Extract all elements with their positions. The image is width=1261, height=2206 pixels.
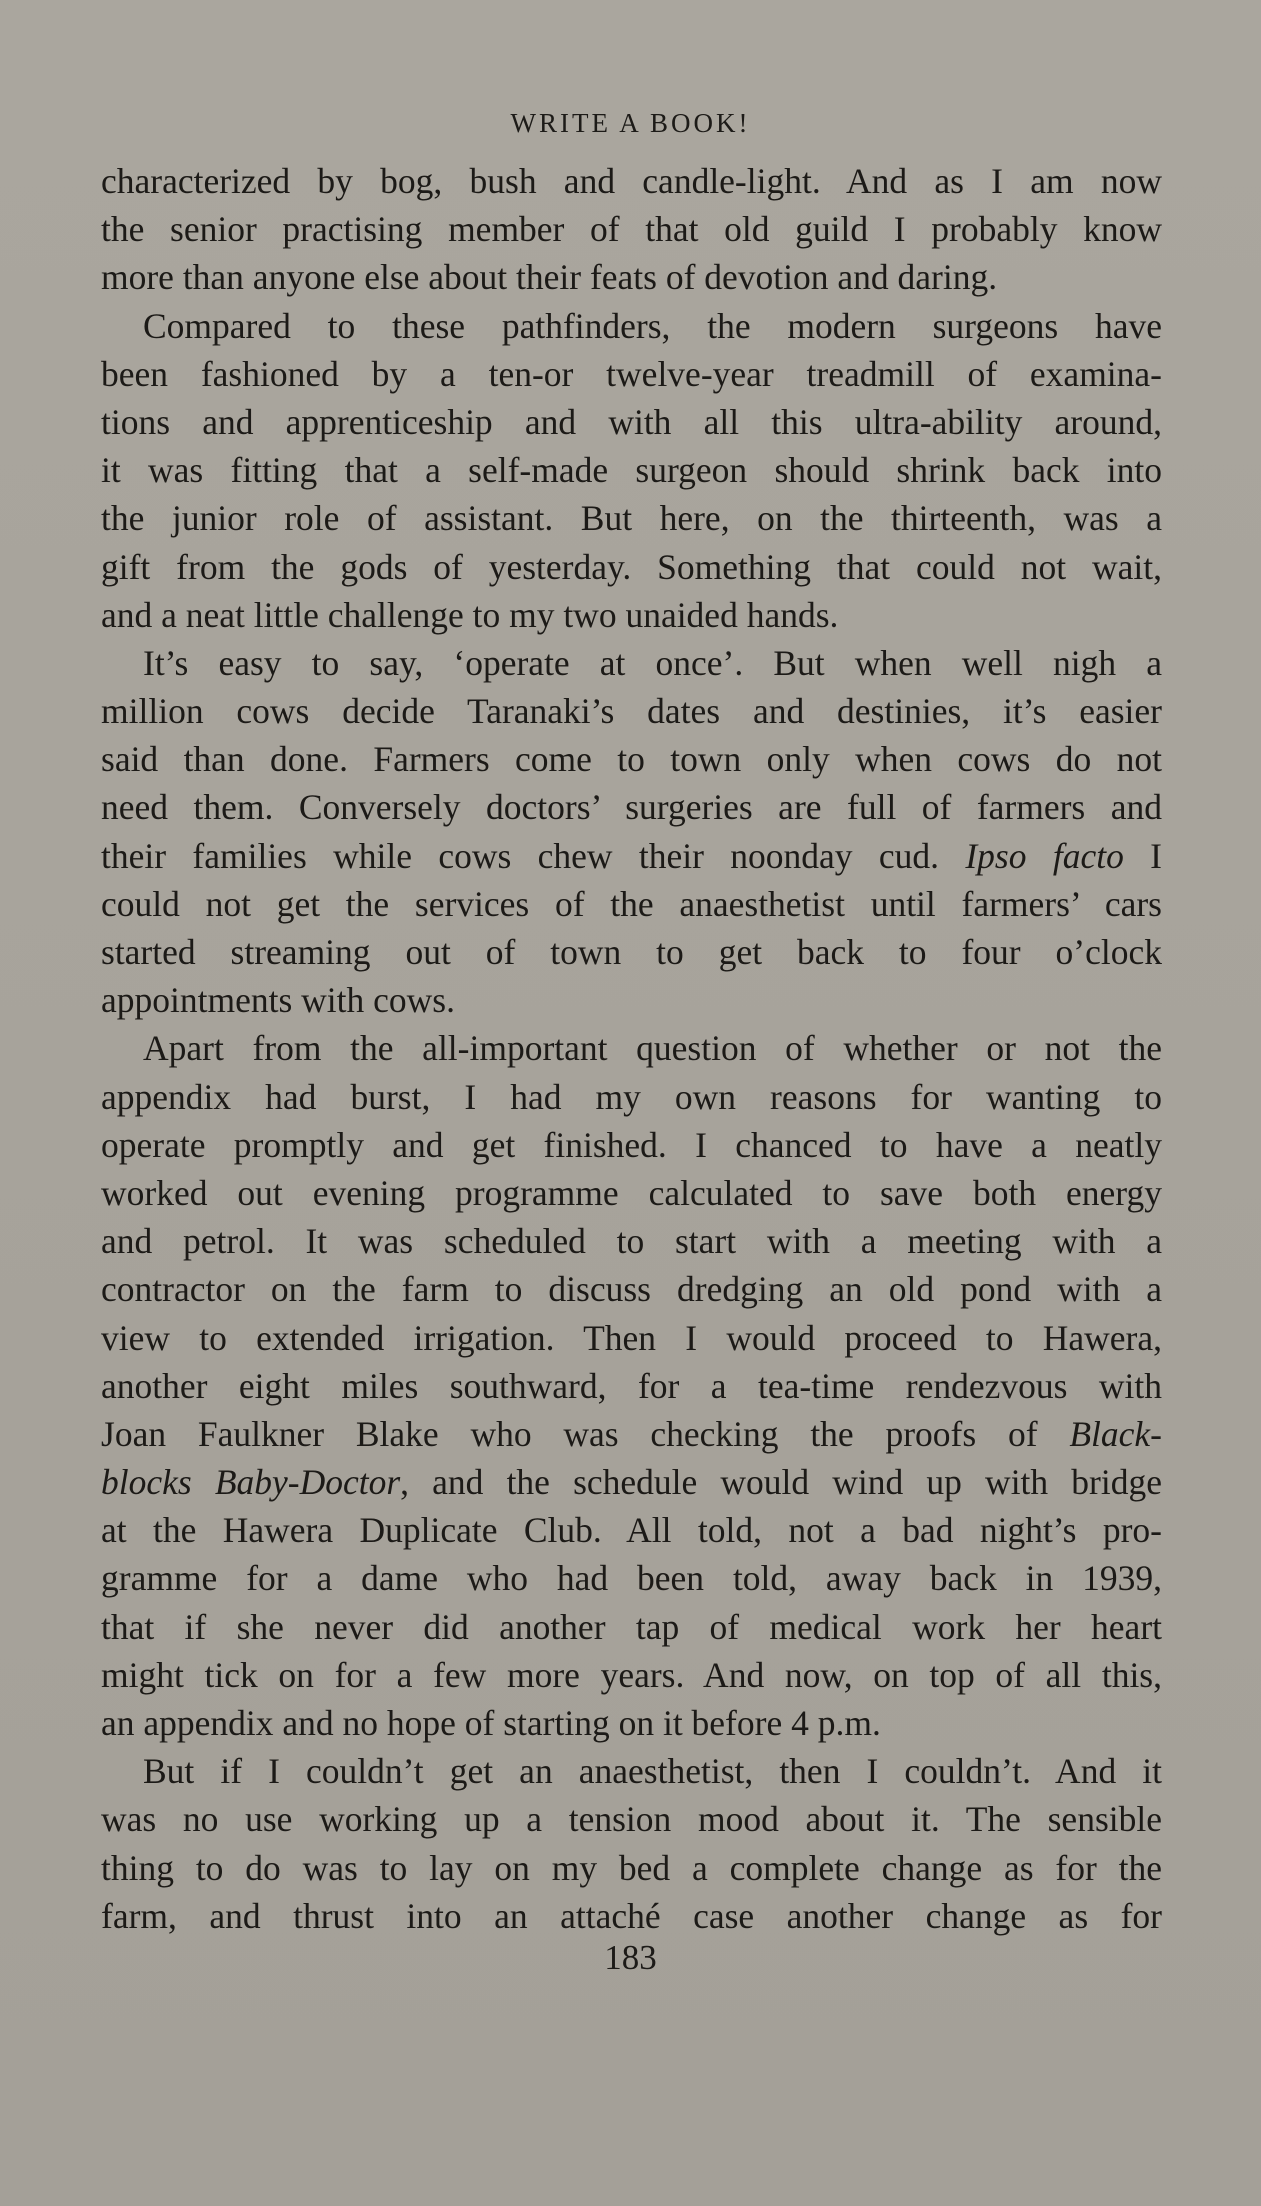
text-line: appendix had burst, I had my own reasons for wanting to	[101, 1076, 1162, 1117]
text-line: appointments with cows.	[101, 980, 455, 1021]
text-line: more than anyone else about their feats of devotion and daring.	[101, 257, 998, 298]
text-line	[101, 1458, 1162, 1506]
page-number: 183	[604, 1938, 657, 1977]
italic-phrase: Black-	[1069, 1413, 1162, 1454]
text-line: gramme for a dame who had been told, away back in 1939,	[101, 1558, 1162, 1599]
text-line: Compared to these pathfinders, the modern surgeons have	[143, 305, 1162, 346]
text-run: I	[1123, 835, 1162, 876]
text-line: and a neat little challenge to my two unaided hands.	[101, 594, 839, 635]
text-line: might tick on for a few more years. And now, on top of all this,	[101, 1654, 1162, 1695]
text-line: But if I couldn’t get an anaesthetist, then I couldn’t. And it	[143, 1751, 1162, 1792]
text-line: Apart from the all-important question of whether or not the	[143, 1028, 1162, 1069]
text-line: thing to do was to lay on my bed a complete change as for the	[101, 1847, 1162, 1888]
body-text	[101, 157, 1162, 1940]
text-line	[101, 832, 1162, 880]
text-line: farm, and thrust into an attaché case another change as for	[101, 1895, 1162, 1936]
text-line: an appendix and no hope of starting on it before 4 p.m.	[101, 1703, 881, 1743]
text-line	[101, 1410, 1162, 1458]
text-line: the senior practising member of that old guild I probably know	[101, 209, 1162, 250]
italic-phrase: blocks Baby-Doctor	[101, 1462, 401, 1503]
text-line: It’s easy to say, ‘operate at once’. But when well nigh a	[143, 642, 1162, 683]
text-line: it was fitting that a self-made surgeon should shrink back into	[101, 450, 1162, 491]
running-head: WRITE A BOOK!	[510, 108, 751, 138]
text-line: another eight miles southward, for a tea-time rendezvous with	[101, 1365, 1162, 1406]
text-run: their families while cows chew their noonday cud.	[101, 835, 966, 876]
text-run: Joan Faulkner Blake who was checking the proofs of	[101, 1413, 1070, 1454]
text-line: said than done. Farmers come to town only when cows do not	[101, 739, 1162, 780]
text-line: characterized by bog, bush and candle-light. And as I am now	[101, 161, 1162, 201]
text-line: gift from the gods of yesterday. Something that could not wait,	[101, 546, 1162, 587]
text-line: that if she never did another tap of medical work her heart	[101, 1606, 1162, 1647]
text-line: started streaming out of town to get back to four o’clock	[101, 932, 1162, 972]
text-line: could not get the services of the anaesthetist until farmers’ cars	[101, 883, 1162, 924]
text-line: need them. Conversely doctors’ surgeries are full of farmers and	[101, 787, 1162, 828]
text-line: worked out evening programme calculated to save both energy	[101, 1172, 1162, 1213]
text-line: was no use working up a tension mood about it. The sensible	[101, 1799, 1162, 1840]
text-line: been fashioned by a ten-or twelve-year treadmill of examina-	[101, 353, 1162, 394]
text-line: contractor on the farm to discuss dredging an old pond with a	[101, 1269, 1162, 1310]
text-line: million cows decide Taranaki’s dates and destinies, it’s easier	[101, 691, 1162, 732]
text-line: at the Hawera Duplicate Club. All told, not a bad night’s pro-	[101, 1510, 1162, 1551]
text-run: , and the schedule would wind up with bridge	[400, 1462, 1162, 1503]
text-line: operate promptly and get finished. I chanced to have a neatly	[101, 1124, 1162, 1165]
text-line: tions and apprenticeship and with all this ultra-ability around,	[101, 401, 1162, 442]
italic-phrase: Ipso facto	[965, 835, 1124, 876]
text-line: the junior role of assistant. But here, on the thirteenth, was a	[101, 498, 1162, 539]
text-line: view to extended irrigation. Then I would proceed to Hawera,	[101, 1317, 1162, 1358]
text-line: and petrol. It was scheduled to start with a meeting with a	[101, 1221, 1162, 1262]
